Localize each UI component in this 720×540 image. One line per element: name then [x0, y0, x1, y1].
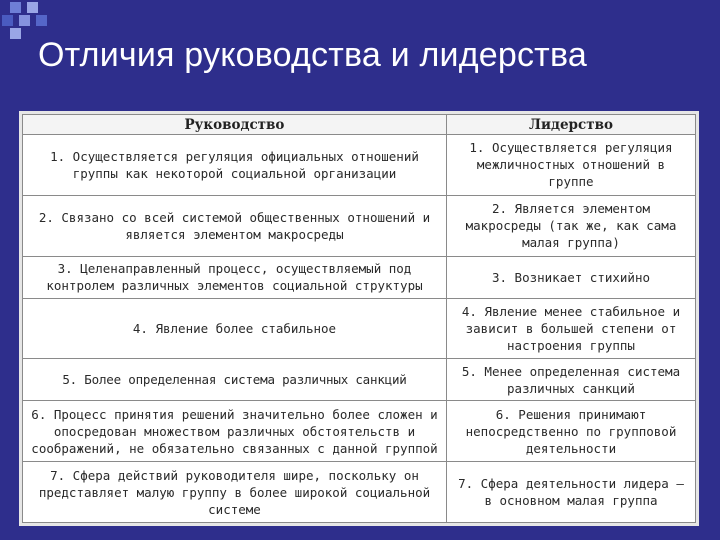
leadership-cell-3: 3. Возникает стихийно [446, 256, 695, 298]
leadership-cell-4: 4. Явление менее стабильное и зависит в большей степени от настроения группы [446, 298, 695, 359]
column-header-leadership: Лидерство [446, 115, 695, 135]
table-row [23, 298, 696, 359]
table-header-row [23, 115, 696, 135]
column-header-management: Руководство [23, 115, 447, 135]
slide-title: Отличия руководства и лидерства [38, 36, 587, 74]
corner-square-2 [27, 2, 38, 13]
management-cell-5: 5. Более определенная система различных санкций [23, 359, 447, 401]
corner-square-6 [10, 28, 21, 39]
leadership-cell-5: 5. Менее определенная система различных санкций [446, 359, 695, 401]
corner-square-3 [2, 15, 13, 26]
corner-square-4 [19, 15, 30, 26]
table-row [23, 462, 696, 523]
table-row [23, 195, 696, 256]
management-cell-1: 1. Осуществляется регуляция официальных отношений группы как некоторой социальной организации [23, 135, 447, 196]
management-cell-3: 3. Целенаправленный процесс, осуществляемый под контролем различных элементов социальной структуры [23, 256, 447, 298]
leadership-cell-6: 6. Решения принимают непосредственно по групповой деятельности [446, 401, 695, 462]
table-row [23, 135, 696, 196]
comparison-table-container [19, 111, 699, 526]
comparison-table [22, 114, 696, 523]
leadership-cell-7: 7. Сфера деятельности лидера — в основном малая группа [446, 462, 695, 523]
corner-square-1 [10, 2, 21, 13]
leadership-cell-1: 1. Осуществляется регуляция межличностных отношений в группе [446, 135, 695, 196]
management-cell-4: 4. Явление более стабильное [23, 298, 447, 359]
leadership-cell-2: 2. Является элементом макросреды (так же, как сама малая группа) [446, 195, 695, 256]
management-cell-2: 2. Связано со всей системой общественных отношений и является элементом макросреды [23, 195, 447, 256]
table-row [23, 401, 696, 462]
corner-square-5 [36, 15, 47, 26]
table-row [23, 256, 696, 298]
management-cell-6: 6. Процесс принятия решений значительно более сложен и опосредован множеством различных обстоятельств и соображений, не обязательно связанных с данной группой [23, 401, 447, 462]
management-cell-7: 7. Сфера действий руководителя шире, поскольку он представляет малую группу в более широкой социальной системе [23, 462, 447, 523]
table-row [23, 359, 696, 401]
